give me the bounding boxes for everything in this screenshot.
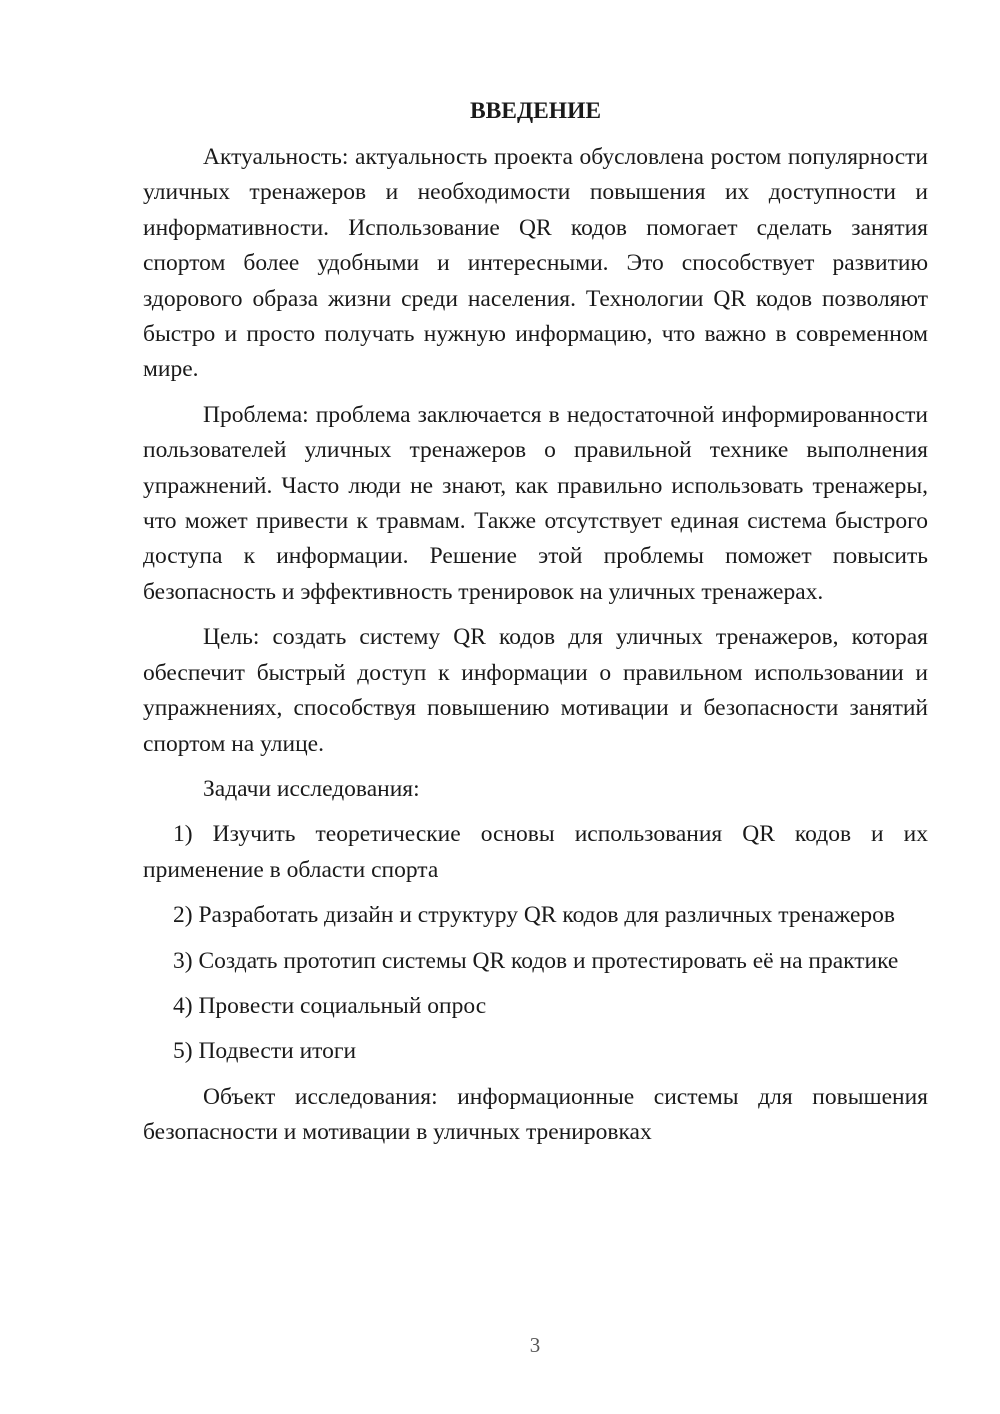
page-content <box>143 92 928 1161</box>
task-item-1: 1) Изучить теоретические основы использования QR кодов и их применение в области спорта <box>143 821 928 883</box>
problem-paragraph: Проблема: проблема заключается в недостаточной информированности пользователей уличных тренажеров о правильной технике выполнения упражнений. Часто люди не знают, как правильно использовать тренажеры, что может привести к травмам. Также отсутствует единая система быстрого доступа к информации. Решение этой проблемы поможет повысить безопасность и эффективность тренировок на уличных тренажерах. <box>143 401 928 605</box>
section-title: ВВЕДЕНИЕ <box>469 98 602 124</box>
tasks-heading: Задачи исследования: <box>203 775 420 802</box>
object-paragraph: Объект исследования: информационные системы для повышения безопасности и мотивации в уличных тренировках <box>143 1083 928 1146</box>
task-item-5: 5) Подвести итоги <box>173 1038 357 1065</box>
task-item-4: 4) Провести социальный опрос <box>173 992 487 1019</box>
task-item-3: 3) Создать прототип системы QR кодов и протестировать её на практике <box>173 947 899 974</box>
page-number: 3 <box>529 1333 541 1357</box>
task-item-2: 2) Разработать дизайн и структуру QR кодов для различных тренажеров <box>173 902 895 929</box>
relevance-paragraph: Актуальность: актуальность проекта обусловлена ростом популярности уличных тренажеров и необходимости повышения их доступности и информативности. Использование QR кодов помогает сделать занятия спортом более удобными и интересными. Это способствует развитию здорового образа жизни среди населения. Технологии QR кодов позволяют быстро и просто получать нужную информацию, что важно в современном мире. <box>143 144 928 383</box>
goal-paragraph: Цель: создать систему QR кодов для уличных тренажеров, которая обеспечит быстрый доступ к информации о правильном использовании и упражнениях, способствуя повышению мотивации и безопасности занятий спортом на улице. <box>143 624 928 757</box>
